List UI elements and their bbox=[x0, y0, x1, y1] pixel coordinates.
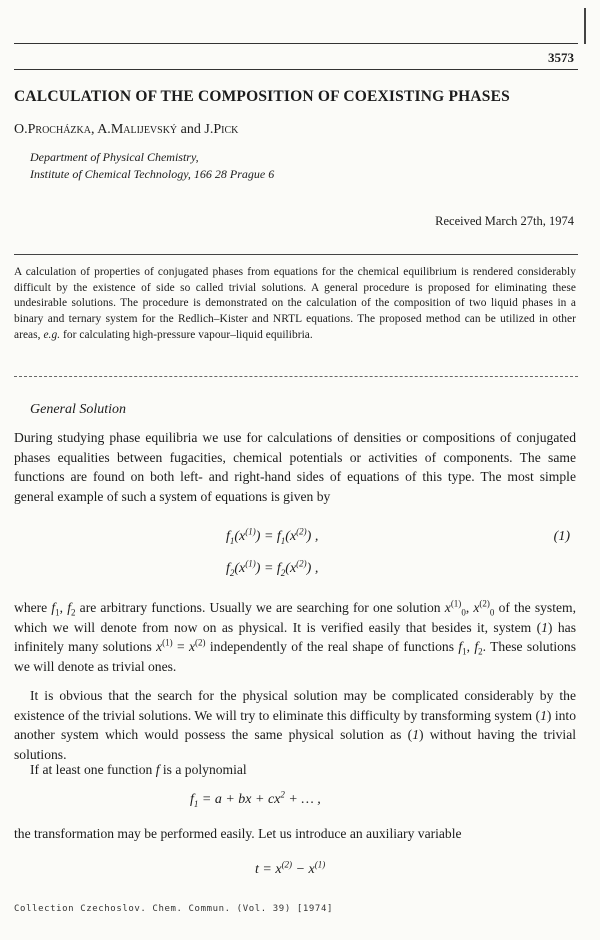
paragraph-functions: where $f_1$, $f_2$ are arbitrary functions. Usually we are searching for one solution $x^{(1)}_0$, $x^{(2)}_0$ of the system, which we will denote from now on as physical. It is verified easily that besides it, system (1) has infinitely many solutions $x^{(1)} = x^{(2)}$ independently of the real shape of functions $f_1$, $f_2$. These solutions we will denote as trivial ones. bbox=[14, 598, 577, 674]
equation-1-number: (1) bbox=[553, 529, 570, 544]
equation-2: $f_1 = a$ + bx + $cx^2$ + … , bbox=[190, 789, 321, 809]
paragraph-transformation: the transformation may be performed easily. Let us introduce an auxiliary variable bbox=[14, 826, 462, 841]
page-number: 3573 bbox=[548, 50, 574, 65]
affiliation-institute: Institute of Chemical Technology, 166 28 Prague 6 bbox=[30, 167, 275, 181]
page-edge-mark bbox=[584, 8, 586, 44]
paragraph-trivial: It is obvious that the search for the physical solution may be complicated considerably by the existence of the trivial solutions. We will try to eliminate this difficulty by transforming system (1) into another system which would possess the same physical solution as (1) without having the trivial solutions. bbox=[14, 688, 577, 762]
abstract-top-rule bbox=[14, 254, 578, 255]
article-title: CALCULATION OF THE COMPOSITION OF COEXISTING PHASES bbox=[14, 88, 510, 105]
received-date: Received March 27th, 1974 bbox=[435, 214, 574, 228]
abstract-bottom-rule bbox=[14, 376, 578, 377]
author-malijevsky: Malijevský bbox=[110, 122, 178, 137]
equation-1-line-2: $f_2(x^{(1)}) = f_2(x^{(2)})$ , bbox=[226, 558, 319, 578]
affiliation-department: Department of Physical Chemistry, bbox=[30, 150, 199, 164]
abstract-text: A calculation of properties of conjugated phases from equations for the chemical equilibrium is rendered considerably difficult by the existence of side so called trivial solutions. A general procedure is proposed for eliminating these undesirable solutions. The procedure is demonstrated on the calculation of the composition of two liquid phases in a binary and ternary system for the Redlich–Kister and NRTL equations. The proposed method can be utilized in other areas, bbox=[14, 266, 576, 341]
section-heading: General Solution bbox=[30, 402, 127, 417]
header-rule bbox=[14, 43, 578, 44]
author-line bbox=[14, 122, 238, 138]
equation-3: $t = x^{(2)} - x^{(1)}$ bbox=[255, 859, 326, 877]
journal-footer: Collection Czechoslov. Chem. Commun. (Vol. 39) [1974] bbox=[14, 904, 333, 914]
author-pick: Pick bbox=[213, 122, 239, 137]
equation-1-line-1: $f_1(x^{(1)}) = f_1(x^{(2)})$ , bbox=[226, 526, 319, 546]
abstract bbox=[14, 265, 576, 344]
paragraph-polynomial: If at least one function f is a polynomial bbox=[30, 762, 247, 777]
abstract-text-end: for calculating high-pressure vapour–liquid equilibria. bbox=[60, 328, 313, 341]
paragraph-intro: During studying phase equilibria we use for calculations of densities or compositions of conjugated phases equalities between fugacities, chemical potentials or activities of components. The same functions are found on both left- and right-hand sides of equations of this type. The most simple general example of such a system of equations is given by bbox=[14, 430, 576, 504]
author-initial: O. bbox=[14, 122, 28, 137]
abstract-eg: e.g. bbox=[43, 328, 61, 341]
author-separator: and J. bbox=[177, 122, 214, 137]
author-separator: , A. bbox=[90, 122, 111, 137]
author-prochazka: Procházka bbox=[27, 122, 91, 137]
header-underline bbox=[14, 69, 578, 70]
